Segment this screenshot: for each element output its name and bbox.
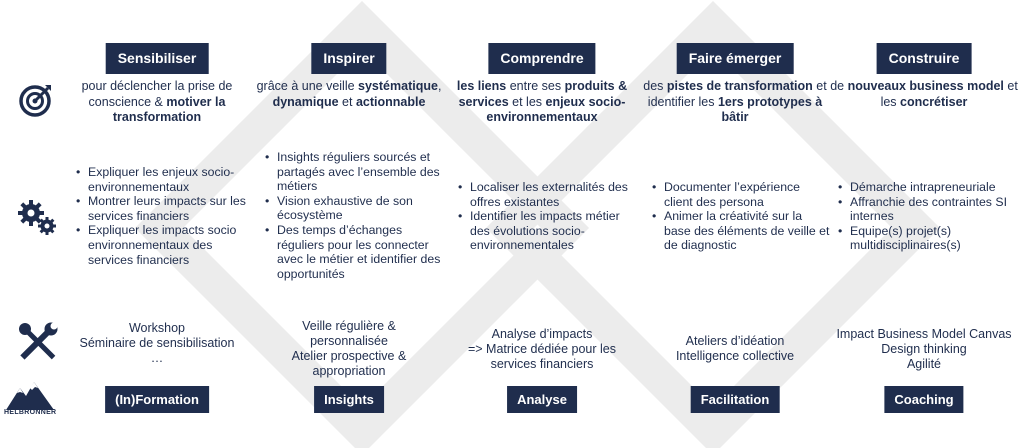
column-faire-emerger bbox=[640, 0, 830, 448]
purpose-segment: les liens bbox=[456, 79, 507, 93]
action-list bbox=[446, 180, 638, 253]
step-title: Sensibiliser bbox=[106, 43, 209, 74]
purpose-segment: de bbox=[830, 79, 848, 93]
purpose-segment: des bbox=[643, 79, 667, 93]
tool-item: => Matrice dédiée pour les bbox=[467, 342, 616, 356]
action-item: • Vision exhaustive de son écosystème bbox=[265, 194, 445, 223]
tools-icon bbox=[18, 322, 58, 362]
purpose-segment: produits & services bbox=[458, 79, 628, 109]
purpose-segment: et identifier les bbox=[647, 79, 827, 109]
purpose-segment: nouveaux business model bbox=[847, 79, 1004, 93]
purpose-segment: et les bbox=[880, 79, 1018, 109]
tool-item: Veille régulière & bbox=[302, 319, 396, 333]
tool-item: … bbox=[150, 351, 164, 365]
action-item: • Démarche intrapreneuriale bbox=[838, 180, 1022, 195]
column-sensibiliser bbox=[64, 0, 250, 448]
purpose-segment: et bbox=[338, 94, 356, 109]
step-purpose bbox=[64, 79, 250, 126]
purpose-segment: motiver la transformation bbox=[112, 94, 226, 124]
deliverable-label: Coaching bbox=[884, 386, 963, 413]
step-title: Faire émerger bbox=[677, 43, 794, 74]
tools-list bbox=[253, 319, 445, 379]
action-item: • Equipe(s) projet(s) multidisciplinaires(s) bbox=[838, 224, 1022, 253]
column-comprendre bbox=[446, 0, 638, 448]
tool-item: services financiers bbox=[490, 357, 594, 371]
deliverable-label: Analyse bbox=[507, 386, 577, 413]
tool-item: Atelier prospective & bbox=[291, 349, 407, 363]
tool-item: Impact Business Model Canvas bbox=[836, 327, 1012, 341]
column-construire bbox=[826, 0, 1022, 448]
deliverable-label: Insights bbox=[314, 386, 384, 413]
tool-item: Intelligence collective bbox=[675, 349, 795, 363]
tools-list bbox=[640, 334, 830, 364]
purpose-segment: entre ses bbox=[506, 79, 565, 93]
purpose-segment: systématique bbox=[358, 79, 438, 93]
step-purpose bbox=[446, 79, 638, 126]
tool-item: Ateliers d’idéation bbox=[685, 334, 785, 348]
mountain-logo-icon bbox=[6, 380, 54, 410]
logo-text: HELBRONNER bbox=[4, 409, 57, 416]
step-title: Comprendre bbox=[488, 43, 595, 74]
tool-item: Design thinking bbox=[881, 342, 967, 356]
purpose-segment: dynamique bbox=[272, 94, 339, 109]
tool-item: appropriation bbox=[312, 364, 386, 378]
action-item: • Identifier les impacts métier des évolutions socio-environnementales bbox=[458, 209, 638, 253]
step-purpose bbox=[826, 79, 1022, 110]
action-item: • Documenter l’expérience client des persona bbox=[652, 180, 830, 209]
action-item: • Animer la créativité sur la base des éléments de veille et de diagnostic bbox=[652, 209, 830, 253]
action-item: • Insights réguliers sourcés et partagés avec l’ensemble des métiers bbox=[265, 150, 445, 194]
step-title: Construire bbox=[877, 43, 972, 74]
deliverable-label: (In)Formation bbox=[105, 386, 209, 413]
tool-item: Séminaire de sensibilisation bbox=[79, 336, 235, 350]
action-list bbox=[826, 180, 1022, 253]
step-purpose bbox=[253, 79, 445, 110]
column-inspirer bbox=[253, 0, 445, 448]
action-item: • Expliquer les impacts socio environnementaux des services financiers bbox=[76, 223, 250, 267]
gears-icon bbox=[18, 200, 58, 236]
purpose-segment: pistes de transformation bbox=[666, 79, 813, 93]
purpose-segment: enjeux socio-environnementaux bbox=[486, 94, 626, 124]
purpose-segment: , bbox=[437, 79, 442, 93]
tool-item: personnalisée bbox=[310, 334, 388, 348]
tools-list bbox=[64, 321, 250, 366]
action-item: • Montrer leurs impacts sur les services financiers bbox=[76, 194, 250, 223]
action-item: • Des temps d’échanges réguliers pour les connecter avec le métier et identifier des opportunités bbox=[265, 223, 445, 281]
action-item: • Expliquer les enjeux socio-environnementaux bbox=[76, 165, 250, 194]
action-list bbox=[640, 180, 830, 253]
purpose-segment: pour déclencher la prise de conscience & bbox=[81, 79, 233, 109]
purpose-segment: et les bbox=[508, 94, 546, 109]
tools-list bbox=[826, 327, 1022, 372]
purpose-segment: grâce à une veille bbox=[256, 79, 359, 93]
purpose-segment: actionnable bbox=[355, 94, 426, 109]
step-purpose bbox=[640, 79, 830, 126]
deliverable-label: Facilitation bbox=[691, 386, 780, 413]
action-item: • Localiser les externalités des offres existantes bbox=[458, 180, 638, 209]
action-item: • Affranchie des contraintes SI internes bbox=[838, 195, 1022, 224]
purpose-segment: 1ers prototypes à bâtir bbox=[717, 94, 823, 124]
tool-item: Analyse d’impacts bbox=[491, 327, 593, 341]
tool-item: Agilité bbox=[906, 357, 942, 371]
action-list bbox=[253, 150, 445, 281]
tool-item: Workshop bbox=[128, 321, 186, 335]
purpose-segment: concrétiser bbox=[900, 94, 968, 109]
action-list bbox=[64, 165, 250, 267]
tools-list bbox=[446, 327, 638, 372]
step-title: Inspirer bbox=[311, 43, 386, 74]
target-icon bbox=[18, 84, 52, 118]
